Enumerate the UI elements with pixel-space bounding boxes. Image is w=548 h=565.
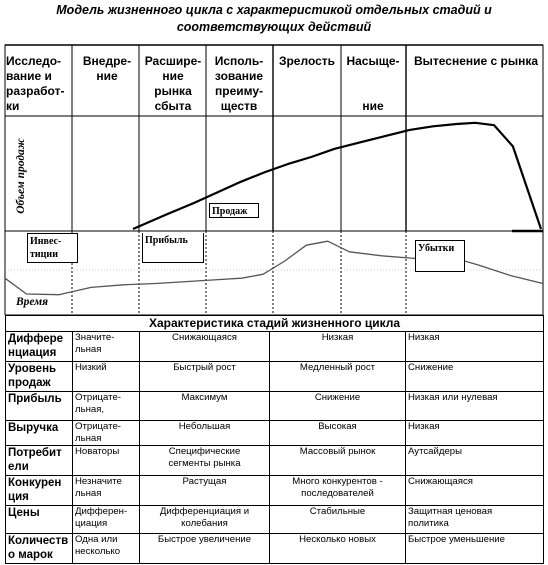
table-cell: Отрицате- льная bbox=[73, 420, 140, 446]
table-cell: Низкая bbox=[406, 420, 544, 446]
table-cell: Снижающаяся bbox=[140, 332, 270, 362]
table-cell: Максимум bbox=[140, 391, 270, 420]
sales-label: Продаж bbox=[209, 203, 259, 218]
table-cell: Быстрый рост bbox=[140, 361, 270, 391]
table-cell: Аутсайдеры bbox=[406, 446, 544, 476]
table-row bbox=[6, 332, 544, 362]
table-row bbox=[6, 506, 544, 534]
table-cell: Снижение bbox=[406, 361, 544, 391]
table-cell: Много конкурентов - последователей bbox=[270, 476, 406, 506]
figure-title: Модель жизненного цикла с характеристикой отдельных стадий и соответствующих действий bbox=[56, 3, 492, 34]
table-cell: Отрицате- льная, bbox=[73, 391, 140, 420]
row-header: Выручка bbox=[6, 420, 73, 446]
table-cell: Несколько новых bbox=[270, 534, 406, 564]
table-row bbox=[6, 420, 544, 446]
row-header: Диффере нциация bbox=[6, 332, 73, 362]
stage-label-use-advantages: Исполь- зование преиму- ществ bbox=[214, 54, 264, 113]
table-cell: Быстрое уменьшение bbox=[406, 534, 544, 564]
stage-label-research: Исследо- вание и разработ- ки bbox=[6, 54, 65, 113]
chart-frame bbox=[5, 45, 543, 315]
x-axis-label: Время bbox=[16, 296, 49, 308]
table-cell: Медленный рост bbox=[270, 361, 406, 391]
table-caption: Характеристика стадий жизненного цикла bbox=[6, 316, 544, 332]
table-cell: Дифференциация и колебания bbox=[140, 506, 270, 534]
row-header: Количеств о марок bbox=[6, 534, 73, 564]
table-row bbox=[6, 534, 544, 564]
table-cell: Массовый рынок bbox=[270, 446, 406, 476]
table-cell: Защитная ценовая политика bbox=[406, 506, 544, 534]
stage-label-expansion: Расшире- ние рынка сбыта bbox=[144, 54, 202, 113]
sales-curve bbox=[133, 123, 541, 229]
table-row bbox=[6, 391, 544, 420]
table-row bbox=[6, 446, 544, 476]
table-cell: Специфические сегменты рынка bbox=[140, 446, 270, 476]
characteristics-table bbox=[5, 315, 544, 564]
table-cell: Низкая bbox=[270, 332, 406, 362]
stage-label-decline: Вытеснение с рынка bbox=[413, 54, 539, 68]
table-cell: Низкая или нулевая bbox=[406, 391, 544, 420]
table-cell: Низкая bbox=[406, 332, 544, 362]
table-cell: Растущая bbox=[140, 476, 270, 506]
table-cell: Быстрое увеличение bbox=[140, 534, 270, 564]
stage-label-maturity: Зрелость bbox=[278, 54, 336, 68]
table-cell: Снижение bbox=[270, 391, 406, 420]
table-cell: Высокая bbox=[270, 420, 406, 446]
table-cell: Низкий bbox=[73, 361, 140, 391]
table-row bbox=[6, 361, 544, 391]
table-cell: Стабильные bbox=[270, 506, 406, 534]
table-cell: Снижающаяся bbox=[406, 476, 544, 506]
row-header: Конкурен ция bbox=[6, 476, 73, 506]
row-header: Прибыль bbox=[6, 391, 73, 420]
table-cell: Небольшая bbox=[140, 420, 270, 446]
table-cell: Дифферен- циация bbox=[73, 506, 140, 534]
row-header: Уровень продаж bbox=[6, 361, 73, 391]
investments-label: Инвес- тиции bbox=[27, 233, 78, 263]
table-row bbox=[6, 476, 544, 506]
table-cell: Новаторы bbox=[73, 446, 140, 476]
profit-label: Прибыль bbox=[142, 233, 204, 263]
losses-label: Убытки bbox=[415, 240, 465, 272]
table-cell: Незначите льная bbox=[73, 476, 140, 506]
row-header: Потребит ели bbox=[6, 446, 73, 476]
stage-label-introduction: Внедре- ние bbox=[82, 54, 132, 83]
row-header: Цены bbox=[6, 506, 73, 534]
stage-label-saturation: Насыще- ние bbox=[346, 54, 400, 113]
y-axis-label: Объем продаж bbox=[15, 138, 27, 214]
table-cell: Одна или несколько bbox=[73, 534, 140, 564]
table-cell: Значите- льная bbox=[73, 332, 140, 362]
